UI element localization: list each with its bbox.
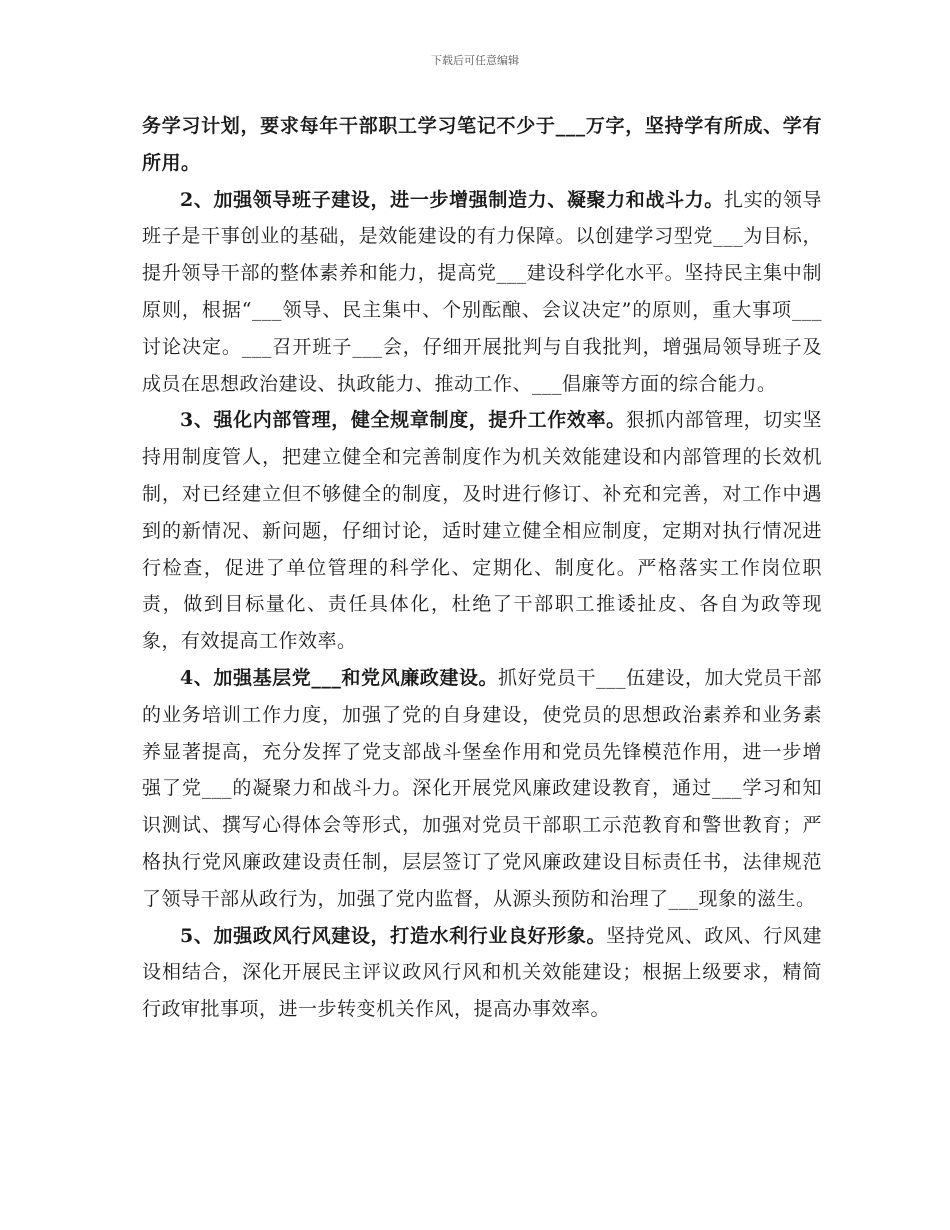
paragraph-3-heading: 3、强化内部管理，健全规章制度，提升工作效率。 <box>180 409 626 432</box>
paragraph-3 <box>142 402 822 660</box>
paragraph-1-text: 务学习计划，要求每年干部职工学习笔记不少于___万字，坚持学有所成、学有所用。 <box>142 115 822 174</box>
document-body <box>142 108 822 1028</box>
paragraph-4-heading: 4、加强基层党___和党风廉政建设。 <box>180 666 499 689</box>
paragraph-2-body: 扎实的领导班子是干事创业的基础，是效能建设的有力保障。以创建学习型党___为目标，提升领导干部的整体素养和能力，提高党___建设科学化水平。坚持民主集中制原则，根据“___领导、民主集中、个别酝酿、会议决定”的原则，重大事项___讨论决定。___召开班子___会，仔细开展批判与自我批判，增强局领导班子及成员在思想政治建设、执政能力、推动工作、___倡廉等方面的综合能力。 <box>142 188 822 395</box>
paragraph-1 <box>142 108 822 182</box>
paragraph-4 <box>142 660 822 918</box>
paragraph-5 <box>142 918 822 1028</box>
paragraph-5-heading: 5、加强政风行风建设，打造水利行业良好形象。 <box>180 924 607 947</box>
paragraph-5-body: 坚持党风、政风、行风建设相结合，深化开展民主评议政风行风和机关效能建设；根据上级要求，精简行政审批事项，进一步转变机关作风，提高办事效率。 <box>142 924 822 1021</box>
paragraph-2-heading: 2、加强领导班子建设，进一步增强制造力、凝聚力和战斗力。 <box>180 188 724 211</box>
paragraph-2 <box>142 182 822 403</box>
paragraph-3-body: 狠抓内部管理，切实坚持用制度管人，把建立健全和完善制度作为机关效能建设和内部管理的长效机制，对已经建立但不够健全的制度，及时进行修订、补充和完善，对工作中遇到的新情况、新问题，仔细讨论，适时建立健全相应制度，定期对执行情况进行检查，促进了单位管理的科学化、定期化、制度化。严格落实工作岗位职责，做到目标量化、责任具体化，杜绝了干部职工推诿扯皮、各自为政等现象，有效提高工作效率。 <box>142 409 822 653</box>
paragraph-4-body: 抓好党员干___伍建设，加大党员干部的业务培训工作力度，加强了党的自身建设，使党员的思想政治素养和业务素养显著提高，充分发挥了党支部战斗堡垒作用和党员先锋模范作用，进一步增强了党___的凝聚力和战斗力。深化开展党风廉政建设教育，通过___学习和知识测试、撰写心得体会等形式，加强对党员干部职工示范教育和警世教育；严格执行党风廉政建设责任制，层层签订了党风廉政建设目标责任书，法律规范了领导干部从政行为，加强了党内监督，从源头预防和治理了___现象的滋生。 <box>142 666 822 910</box>
page-header: 下载后可任意编辑 <box>431 54 519 67</box>
